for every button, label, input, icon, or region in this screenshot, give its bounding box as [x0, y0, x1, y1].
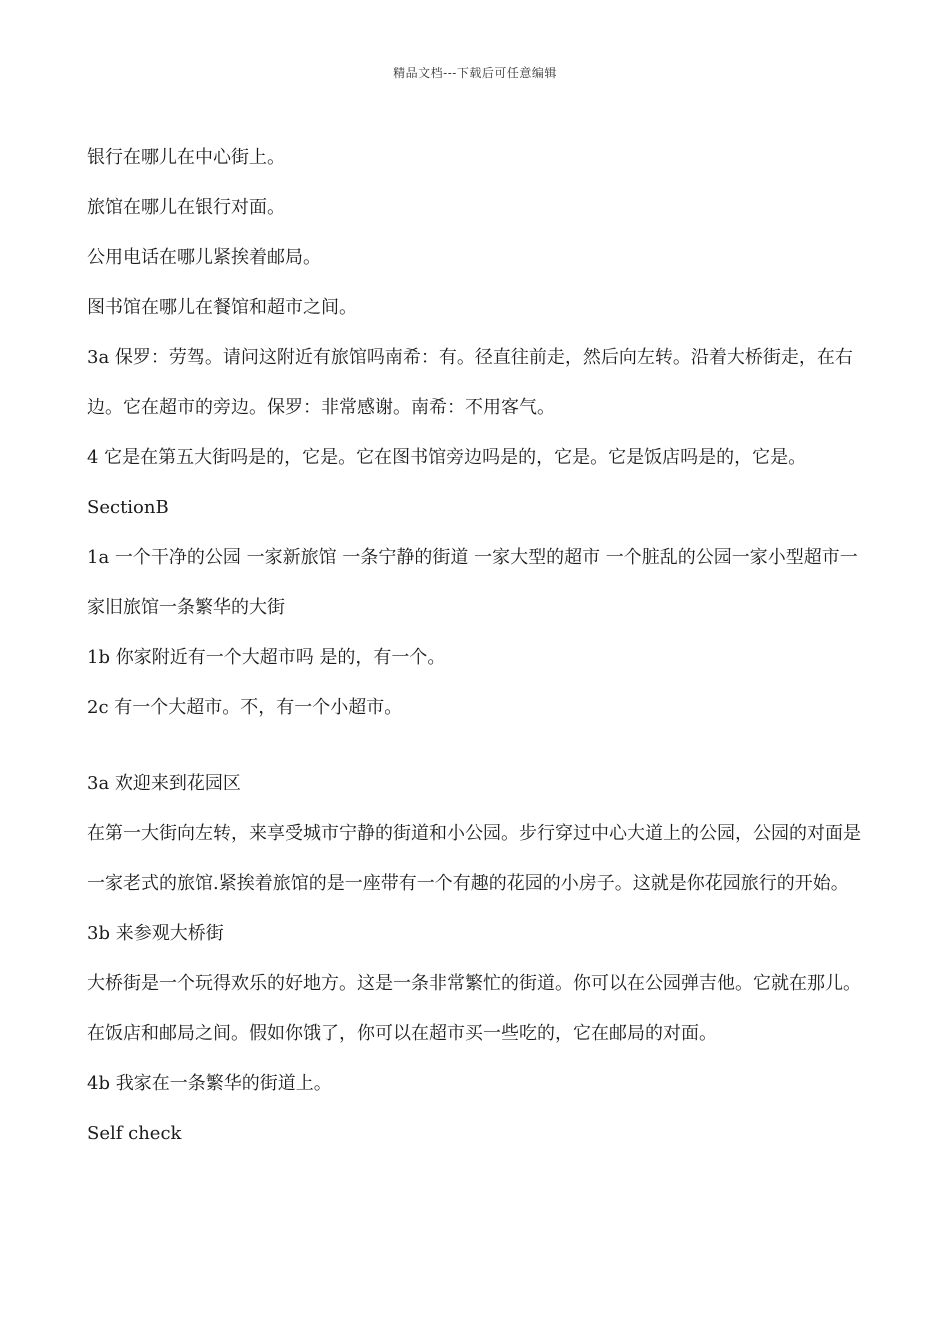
paragraph-spacer: [87, 733, 867, 759]
paragraph-bridge-street: 大桥街是一个玩得欢乐的好地方。这是一条非常繁忙的街道。你可以在公园弹吉他。它就在那儿。在饭店和邮局之间。假如你饿了，你可以在超市买一些吃的，它在邮局的对面。: [87, 973, 861, 1044]
section-heading-b: SectionB: [87, 497, 169, 518]
paragraph-1b-question: 1b 你家附近有一个大超市吗 是的，有一个。: [87, 647, 446, 668]
heading-3a-garden-district: 3a 欢迎来到花园区: [87, 773, 241, 794]
paragraph-3a-dialogue: 3a 保罗：劳驾。请问这附近有旅馆吗南希：有。径直往前走，然后向左转。沿着大桥街走，在右边。它在超市的旁边。保罗：非常感谢。南希：不用客气。: [87, 347, 853, 418]
heading-3b-bridge-street: 3b 来参观大桥街: [87, 923, 224, 944]
paragraph-4-answers: 4 它是在第五大街吗是的，它是。它在图书馆旁边吗是的，它是。它是饭店吗是的，它是。: [87, 447, 807, 468]
paragraph-2c-answer: 2c 有一个大超市。不，有一个小超市。: [87, 697, 403, 718]
paragraph-bank-location: 银行在哪儿在中心街上。: [87, 147, 285, 168]
document-body: [87, 133, 867, 1159]
paragraph-payphone-location: 公用电话在哪儿紧挨着邮局。: [87, 247, 321, 268]
paragraph-4b-home: 4b 我家在一条繁华的街道上。: [87, 1073, 332, 1094]
heading-self-check: Self check: [87, 1123, 182, 1144]
paragraph-library-location: 图书馆在哪儿在餐馆和超市之间。: [87, 297, 357, 318]
page-header: 精品文档---下载后可任意编辑: [393, 66, 557, 80]
paragraph-garden-district: 在第一大街向左转，来享受城市宁静的街道和小公园。步行穿过中心大道上的公园，公园的对面是一家老式的旅馆.紧挨着旅馆的是一座带有一个有趣的花园的小房子。这就是你花园旅行的开始。: [87, 823, 861, 894]
paragraph-hotel-location: 旅馆在哪儿在银行对面。: [87, 197, 285, 218]
paragraph-1a-phrases: 1a 一个干净的公园 一家新旅馆 一条宁静的街道 一家大型的超市 一个脏乱的公园一家小型超市一家旧旅馆一条繁华的大街: [87, 547, 858, 618]
